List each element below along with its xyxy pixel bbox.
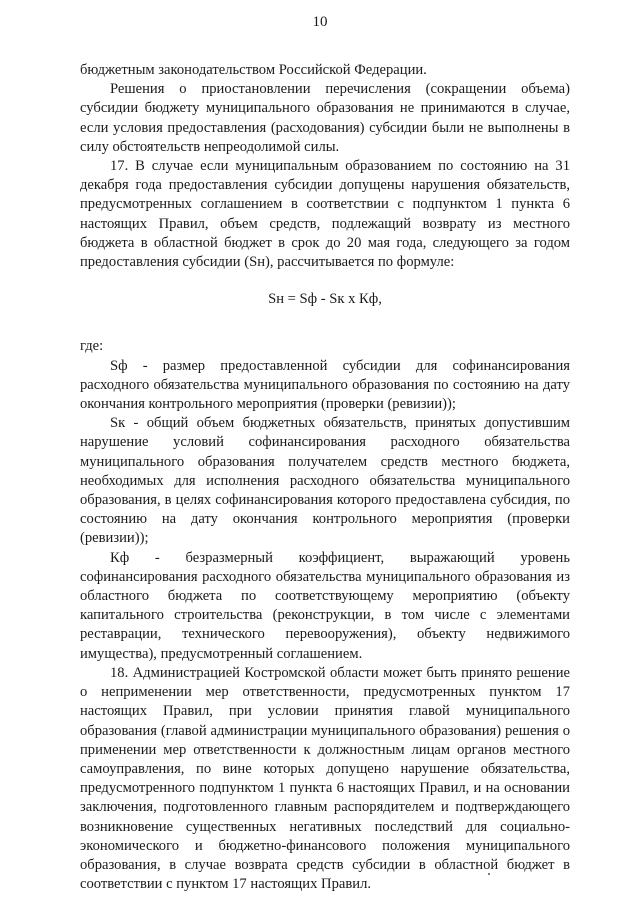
paragraph-item-18: 18. Администрацией Костромской области может быть принято решение о неприменении мер ответственности, предусмотренных пунктом 17 настоящих Правил, при условии принятия главой муниципального образования (главой администрации муниципального образования) решения о применении мер ответственности к должностным лицам органов местного самоуправления, по вине которых допущено нарушение обязательства, предусмотренного подпунктом 1 пункта 6 настоящих Правил, и на основании заключения, подготовленного главным распорядителем и подтверждающего возникновение существенных негативных последствий для социально-экономического и бюджетно-финансового положения муниципального образования, в случае возврата средств субсидии в областной бюджет в соответствии с пунктом 17 настоящих Правил. [80,664,570,893]
definition-sf: Sф - размер предоставленной субсидии для софинансирования расходного обязательства муниципального образования по состоянию на дату окончания контрольного мероприятия (проверки (ревизии)); [80,357,570,413]
definition-sk: Sк - общий объем бюджетных обязательств, принятых допустившим нарушение условий софинансирования расходного обязательства муниципального образования получателем средств местного бюджета, необходимых для исполнения расходного обязательства муниципального образования, в целях софинансирования которого предоставлена субсидия, по состоянию на дату окончания контрольного мероприятия (проверки (ревизии)); [80,415,570,547]
paragraph-item-17: 17. В случае если муниципальным образованием по состоянию на 31 декабря года предоставления субсидии допущены нарушения обязательств, предусмотренных соглашением в соответствии с подпунктом 1 пункта 6 настоящих Правил, объем средств, подлежащий возврату из местного бюджета в областной бюджет в срок до 20 мая года, следующего за годом предоставления субсидии (Sн), рассчитывается по формуле: [80,158,570,271]
formula: Sн = Sф - Sк x Кф, [268,291,382,308]
paragraph-budget-law: бюджетным законодательством Российской Федерации. [80,62,427,78]
document-body [80,61,570,894]
where-label: где: [80,338,104,355]
paragraph-suspension-decisions: Решения о приостановлении перечисления (сокращении объема) субсидии бюджету муниципального образования не принимаются в случае, если условия предоставления (расходования) субсидии были не выполнены в силу обстоятельств непреодолимой силы. [80,81,570,155]
scan-speck [488,873,490,875]
definition-kf: Кф - безразмерный коэффициент, выражающий уровень софинансирования расходного обязательства муниципального образования из областного бюджета по соответствующему мероприятию (объекту капитального строительства (реконструкции, в том числе с элементами реставрации, технического перевооружения), объекту недвижимого имущества), предусмотренный соглашением. [80,549,570,662]
page-number: 10 [312,14,328,30]
